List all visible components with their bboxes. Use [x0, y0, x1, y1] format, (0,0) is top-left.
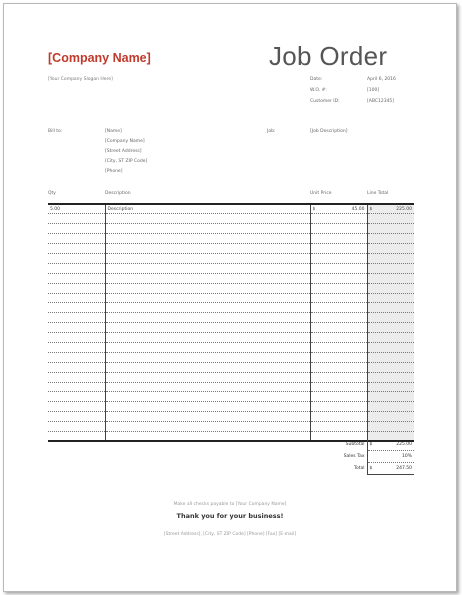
line-total-cell: [367, 362, 414, 372]
job-description: [Job Description]: [310, 129, 348, 134]
table-row: [48, 392, 414, 402]
qty-cell[interactable]: [48, 244, 105, 254]
customer-id-label: Customer ID:: [310, 99, 340, 104]
description-cell[interactable]: [105, 244, 310, 254]
subtotal-value: 225.00: [396, 442, 412, 447]
description-cell[interactable]: [105, 333, 310, 343]
line-total-cell: [367, 372, 414, 382]
total-cell: [367, 463, 414, 475]
date-label: Date:: [310, 77, 323, 82]
payable-note: Make all checks payable to [Your Company Name]: [173, 502, 287, 507]
table-row: [48, 422, 414, 432]
table-row: [48, 204, 414, 214]
table-row: [48, 382, 414, 392]
description-cell[interactable]: [105, 253, 310, 263]
bill-to-line: [Street Address]: [105, 149, 142, 154]
qty-cell[interactable]: [48, 323, 105, 333]
description-cell[interactable]: [105, 214, 310, 224]
unit-price-cell[interactable]: [310, 382, 367, 392]
total-row: [310, 463, 414, 475]
line-total-cell: [367, 313, 414, 323]
table-row: [48, 263, 414, 273]
currency-symbol: $: [369, 466, 373, 471]
unit-price-cell[interactable]: [310, 422, 367, 432]
unit-price-cell[interactable]: [310, 234, 367, 244]
line-total-cell: [367, 253, 414, 263]
description-cell[interactable]: [105, 224, 310, 234]
description-cell[interactable]: [105, 263, 310, 273]
currency-symbol: $: [312, 206, 316, 212]
table-row: [48, 273, 414, 283]
unit-price-cell[interactable]: [310, 303, 367, 313]
description-cell[interactable]: [105, 362, 310, 372]
unit-price-header: Unit Price: [310, 191, 332, 196]
sales-tax-value[interactable]: 10%: [367, 451, 414, 463]
line-total-cell: [367, 214, 414, 224]
table-row: [48, 214, 414, 224]
bill-to-line: [City, ST ZIP Code]: [105, 159, 148, 164]
currency-symbol: $: [369, 206, 373, 212]
unit-price-cell[interactable]: [310, 293, 367, 303]
qty-cell[interactable]: [48, 333, 105, 343]
line-total-cell: [367, 204, 414, 214]
qty-cell[interactable]: [48, 392, 105, 402]
sales-tax-label: Sales Tax: [343, 454, 365, 459]
unit-price-cell[interactable]: [310, 253, 367, 263]
table-row: [48, 313, 414, 323]
unit-price-cell[interactable]: [310, 273, 367, 283]
table-row: [48, 402, 414, 412]
line-total-cell: [367, 234, 414, 244]
line-total-cell: [367, 392, 414, 402]
qty-cell[interactable]: [48, 422, 105, 432]
description-cell[interactable]: [105, 402, 310, 412]
line-items-body: [48, 204, 414, 441]
table-row: [48, 253, 414, 263]
description-cell[interactable]: [105, 234, 310, 244]
unit-price-cell[interactable]: [310, 402, 367, 412]
description-cell[interactable]: [105, 372, 310, 382]
qty-cell[interactable]: [48, 431, 105, 441]
table-row: [48, 303, 414, 313]
qty-cell[interactable]: [48, 283, 105, 293]
total-value: 247.50: [396, 466, 412, 471]
sales-tax-row: [310, 451, 414, 463]
table-row: [48, 283, 414, 293]
line-total-cell: [367, 273, 414, 283]
qty-cell[interactable]: [48, 303, 105, 313]
table-row: [48, 244, 414, 254]
line-total-cell: [367, 382, 414, 392]
qty-cell[interactable]: [48, 224, 105, 234]
subtotal-row: [310, 439, 414, 451]
unit-price-cell[interactable]: [310, 412, 367, 422]
table-row: [48, 293, 414, 303]
description-cell[interactable]: [105, 412, 310, 422]
table-row: [48, 352, 414, 362]
qty-cell[interactable]: [48, 352, 105, 362]
qty-cell[interactable]: [48, 382, 105, 392]
line-total-cell: [367, 293, 414, 303]
description-cell[interactable]: [105, 303, 310, 313]
table-row: [48, 362, 414, 372]
bill-to-label: Bill to:: [48, 129, 63, 134]
table-row: [48, 333, 414, 343]
bill-to-line: [Name]: [105, 129, 122, 134]
unit-price-cell[interactable]: [310, 333, 367, 343]
table-row: [48, 224, 414, 234]
unit-price-cell[interactable]: [310, 244, 367, 254]
qty-cell[interactable]: [48, 214, 105, 224]
company-slogan: [Your Company Slogan Here]: [48, 77, 113, 82]
unit-price-cell[interactable]: [310, 362, 367, 372]
line-total-cell: [367, 422, 414, 432]
currency-symbol: $: [369, 442, 373, 447]
qty-cell[interactable]: [48, 372, 105, 382]
qty-cell[interactable]: [48, 234, 105, 244]
line-total-cell: [367, 342, 414, 352]
bill-to-line: [Phone]: [105, 169, 123, 174]
job-order-page: [3, 3, 457, 592]
qty-header: Qty: [48, 191, 56, 196]
qty-cell[interactable]: [48, 273, 105, 283]
company-name: [Company Name]: [48, 51, 151, 65]
unit-price-cell[interactable]: [310, 372, 367, 382]
description-cell[interactable]: [105, 352, 310, 362]
description-cell[interactable]: [105, 342, 310, 352]
description-cell[interactable]: [105, 422, 310, 432]
date-value: April 6, 2016: [367, 77, 396, 82]
description-cell[interactable]: [105, 273, 310, 283]
description-cell[interactable]: [105, 283, 310, 293]
line-total-cell: [367, 412, 414, 422]
contact-footer: [Street Address], [City, ST ZIP Code] [Phone] [Fax] [E-mail]: [163, 532, 297, 537]
unit-price-cell[interactable]: [310, 214, 367, 224]
total-label: Total: [353, 466, 365, 471]
line-total-cell: [367, 283, 414, 293]
qty-cell[interactable]: [48, 342, 105, 352]
unit-price-cell[interactable]: [310, 283, 367, 293]
line-total-value: 225.00: [396, 206, 412, 212]
qty-cell[interactable]: [48, 362, 105, 372]
description-cell[interactable]: [105, 293, 310, 303]
qty-cell[interactable]: 5.00: [48, 204, 105, 214]
line-total-cell: [367, 352, 414, 362]
table-row: [48, 342, 414, 352]
description-cell[interactable]: [105, 392, 310, 402]
unit-price-cell[interactable]: [310, 323, 367, 333]
unit-price-cell[interactable]: [310, 392, 367, 402]
unit-price-value: 45.00: [351, 206, 365, 212]
qty-cell[interactable]: [48, 263, 105, 273]
subtotal-label: Subtotal: [345, 442, 365, 448]
line-total-cell: [367, 224, 414, 234]
work-order-value: [100]: [367, 88, 380, 93]
qty-cell[interactable]: [48, 253, 105, 263]
totals-table: [310, 439, 414, 475]
table-row: [48, 372, 414, 382]
unit-price-cell[interactable]: [310, 263, 367, 273]
qty-cell[interactable]: [48, 402, 105, 412]
table-row: [48, 412, 414, 422]
unit-price-cell[interactable]: [310, 313, 367, 323]
unit-price-cell[interactable]: [310, 352, 367, 362]
unit-price-cell[interactable]: [310, 224, 367, 234]
customer-id-value: [ABC12345]: [367, 99, 395, 104]
work-order-label: W.O. #:: [310, 88, 327, 93]
description-cell[interactable]: [105, 323, 310, 333]
line-total-cell: [367, 263, 414, 273]
bill-to-line: [Company Name]: [105, 139, 145, 144]
description-cell[interactable]: [105, 382, 310, 392]
qty-cell[interactable]: [48, 293, 105, 303]
job-label: Job:: [267, 129, 276, 134]
unit-price-cell[interactable]: [310, 204, 367, 214]
document-title: Job Order: [269, 41, 388, 71]
line-total-cell: [367, 323, 414, 333]
qty-cell[interactable]: [48, 313, 105, 323]
line-items-table: [48, 203, 414, 442]
line-total-header: Line Total: [367, 191, 389, 196]
thank-you-message: Thank you for your business!: [176, 512, 284, 520]
table-row: [48, 234, 414, 244]
line-total-cell: [367, 402, 414, 412]
table-row: [48, 323, 414, 333]
subtotal-cell: [367, 439, 414, 451]
description-header: Description: [105, 191, 131, 196]
description-cell[interactable]: [105, 431, 310, 441]
description-cell[interactable]: Description: [105, 204, 310, 214]
qty-cell[interactable]: [48, 412, 105, 422]
description-cell[interactable]: [105, 313, 310, 323]
line-total-cell: [367, 303, 414, 313]
unit-price-cell[interactable]: [310, 342, 367, 352]
line-total-cell: [367, 244, 414, 254]
line-total-cell: [367, 333, 414, 343]
